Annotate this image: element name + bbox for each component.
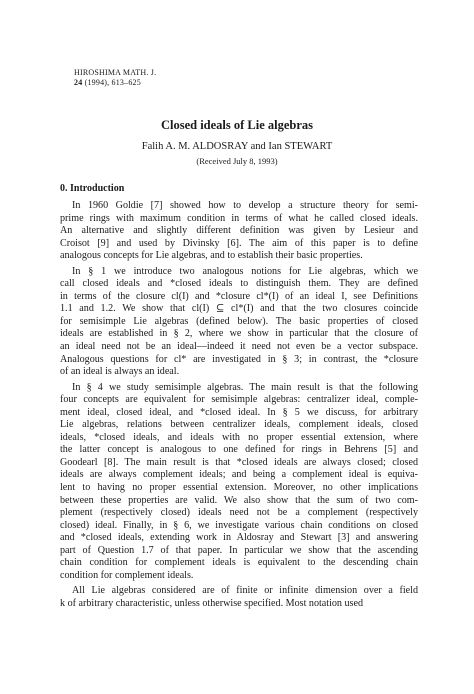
journal-volume: 24	[74, 78, 83, 87]
text-line: the latter concept is analogous to one defined for rings in Behrens [5] and	[60, 444, 418, 456]
text-line: In § 1 we introduce two analogous notions for Lie algebras, which we	[72, 265, 418, 277]
text-line: between these properties are valid. We also show that the sum of two com-	[60, 494, 418, 506]
text-line: ment ideal, closed ideal, and *closed ideal. In § 5 we discuss, for arbitrary	[60, 406, 418, 418]
text-line: An alternative and slightly different definition was given by Lesieur and	[60, 225, 418, 237]
text-line: part of Question 1.7 of that paper. In particular we show that the ascending	[60, 544, 418, 556]
text-line: call closed ideals and *closed ideals to distinguish them. They are defined	[60, 278, 418, 290]
paragraph	[60, 382, 418, 583]
text-line: ideals, *closed ideals, and ideals with no proper essential extension, where	[60, 431, 418, 443]
text-line: lent to having no proper essential extension. Moreover, no other implications	[60, 482, 418, 494]
text-line: Croisot [9] and used by Divinsky [6]. The aim of this paper is to define	[60, 237, 418, 249]
paper-authors: Falih A. M. ALDOSRAY and Ian STEWART	[141, 141, 333, 152]
section-body	[60, 200, 418, 611]
journal-name: HIROSHIMA MATH. J.	[74, 68, 157, 77]
text-line: and *closed ideals, extending work in Aldosray and Stewart [3] and answering	[60, 532, 418, 544]
paper-title: Closed ideals of Lie algebras	[160, 118, 314, 132]
text-line: in terms of the closure cl(I) and *closure cl*(I) of an ideal I, see Definitions	[60, 290, 418, 302]
journal-header	[74, 68, 156, 88]
text-line: ideals are always complement ideals; and being a complement ideal is equiva-	[60, 469, 418, 481]
text-line: of an ideal is always an ideal.	[60, 366, 180, 378]
text-line: All Lie algebras considered are of finite or infinite dimension over a field	[72, 585, 418, 597]
text-line: 1.1 and 1.2. We show that cl(I) ⊆ cl*(I) and that the two closures coincide	[60, 303, 418, 315]
paragraph	[60, 200, 418, 263]
text-line: an ideal need not be an ideal—indeed it need not even be a vector subspace.	[60, 341, 418, 353]
section-heading: 0. Introduction	[60, 183, 125, 194]
text-line: prime rings with maximum condition in terms of what he called closed ideals.	[60, 212, 418, 224]
text-line: Analogous questions for cl* are investigated in § 3; in contrast, the *closure	[60, 353, 418, 365]
text-line: condition for complement ideals.	[60, 569, 194, 581]
paragraph	[60, 585, 418, 610]
received-date: (Received July 8, 1993)	[196, 156, 278, 166]
journal-issue-info: (1994), 613–625	[82, 78, 141, 87]
text-line: plement (respectively closed) ideals need not be a complement (respectively	[60, 507, 418, 519]
text-line: four concepts are equivalent for semisimple algebras: centralizer ideal, comple-	[60, 394, 418, 406]
text-line: Lie algebras, relations between centralizer ideals, complement ideals, closed	[60, 419, 418, 431]
text-line: In § 4 we study semisimple algebras. The main result is that the following	[72, 381, 418, 393]
journal-volume-line	[74, 78, 156, 88]
text-line: ideals are established in § 2, where we show in particular that the closure of	[60, 328, 418, 340]
text-line: Goodearl [8]. The main result is that *closed ideals are always closed; closed	[60, 456, 418, 468]
text-line: k of arbitrary characteristic, unless otherwise specified. Most notation used	[60, 597, 363, 609]
text-line: In 1960 Goldie [7] showed how to develop a structure theory for semi-	[72, 200, 418, 211]
text-line: for semisimple Lie algebras (defined below). The basic properties of closed	[60, 315, 418, 327]
text-line: analogous concepts for Lie algebras, and to establish their basic properties.	[60, 250, 363, 262]
text-line: closed) ideal. Finally, in § 6, we investigate various chain conditions on closed	[60, 519, 418, 531]
text-line: chain condition for complement ideals is equivalent to the descending chain	[60, 557, 418, 569]
paragraph	[60, 266, 418, 379]
